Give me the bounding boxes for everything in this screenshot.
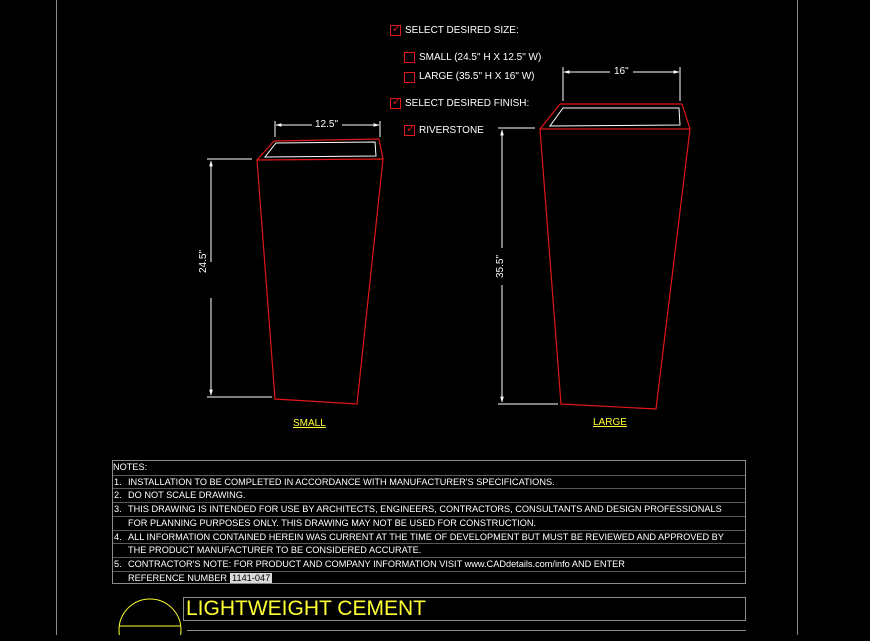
size-large-label: LARGE (35.5" H X 16" W) [419, 71, 535, 82]
note-row [113, 543, 745, 557]
note-text: INSTALLATION TO BE COMPLETED IN ACCORDANCE WITH MANUFACTURER'S SPECIFICATIONS. [128, 476, 555, 487]
reference-label: REFERENCE NUMBER [128, 572, 228, 583]
small-view-label: SMALL [293, 418, 326, 429]
size-heading-check-icon: ✓ [392, 23, 402, 35]
finish-riverstone-label: RIVERSTONE [419, 125, 484, 136]
product-title: LIGHTWEIGHT CEMENT [186, 597, 426, 620]
finish-heading-check-icon: ✓ [392, 96, 402, 108]
note-text: ALL INFORMATION CONTAINED HEREIN WAS CURRENT AT THE TIME OF DEVELOPMENT BUT MUST BE REVIEWED AND APPROVED BY [128, 531, 724, 542]
reference-row [113, 571, 745, 585]
large-width-label: 16" [614, 66, 629, 77]
notes-table [112, 460, 746, 584]
small-width-label: 12.5" [315, 119, 339, 130]
small-planter-outline [257, 159, 383, 404]
note-text: THE PRODUCT MANUFACTURER TO BE CONSIDERED ACCURATE. [128, 545, 422, 556]
reference-number[interactable]: 1141-047 [232, 572, 271, 583]
large-planter [540, 104, 690, 409]
size-small-label: SMALL (24.5" H X 12.5" W) [419, 52, 542, 63]
notes-heading-row [113, 461, 745, 475]
size-heading: SELECT DESIRED SIZE: [405, 25, 519, 36]
title-block [183, 597, 746, 621]
note-row: 4. ALL INFORMATION CONTAINED HEREIN WAS CURRENT AT THE TIME OF DEVELOPMENT BUT MUST BE REVIEWED AND APPROVED BY [113, 530, 745, 544]
small-planter [257, 139, 383, 404]
note-row [113, 516, 745, 530]
note-row: 5. CONTRACTOR'S NOTE: FOR PRODUCT AND COMPANY INFORMATION VISIT www.CADdetails.com/info AND ENTER [113, 557, 745, 571]
note-row: 3. THIS DRAWING IS INTENDED FOR USE BY ARCHITECTS, ENGINEERS, CONTRACTORS, CONSULTANTS AND DESIGN PROFESSIONALS [113, 502, 745, 516]
large-planter-opening [550, 108, 680, 126]
large-height-rotated-label: 35.5" [495, 254, 506, 278]
notes-heading: NOTES: [113, 462, 148, 472]
note-text: DO NOT SCALE DRAWING. [128, 490, 246, 501]
title-block-subrow [187, 630, 746, 641]
title-block-circle [119, 599, 181, 635]
note-text: CONTRACTOR'S NOTE: FOR PRODUCT AND COMPANY INFORMATION VISIT www.CADdetails.com/info AND ENTER [128, 558, 625, 569]
large-view-label: LARGE [593, 417, 627, 428]
large-height-dimension [498, 128, 558, 404]
finish-heading: SELECT DESIRED FINISH: [405, 98, 530, 109]
small-height-dimension [207, 159, 272, 397]
note-text: FOR PLANNING PURPOSES ONLY. THIS DRAWING MAY NOT BE USED FOR CONSTRUCTION. [128, 517, 537, 528]
small-height-rotated-label: 24.5" [198, 249, 209, 273]
note-text: THIS DRAWING IS INTENDED FOR USE BY ARCHITECTS, ENGINEERS, CONTRACTORS, CONSULTANTS AND DESIGN PROFESSIONALS [128, 504, 722, 515]
small-planter-opening [265, 142, 376, 157]
note-row: 2. DO NOT SCALE DRAWING. [113, 488, 745, 502]
large-planter-outline [540, 129, 690, 409]
finish-riverstone-check-icon: ✓ [406, 123, 416, 135]
note-row: 1. INSTALLATION TO BE COMPLETED IN ACCORDANCE WITH MANUFACTURER'S SPECIFICATIONS. [113, 475, 745, 489]
